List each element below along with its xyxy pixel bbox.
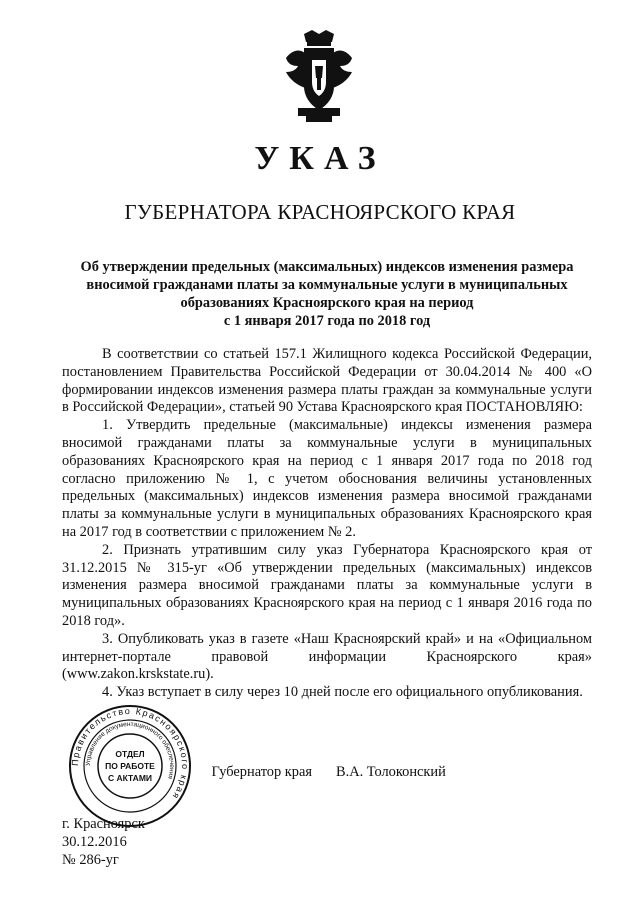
place-of-signing: г. Красноярск [62, 816, 145, 832]
item-paragraph: 1. Утвердить предельные (максимальные) индексы изменения размера вносимой гражданами платы за коммунальные услуги в муниципальных образованиях Красноярского края на период с 1 января 2017 года по 2018 год согласно приложению № 1, с учетом обоснования величины установленных предельных (максимальных) индексов изменения размера вносимой гражданами платы за коммунальные услуги в муниципальных образованиях Красноярского края на 2017 год в соответствии с приложением № 2. [62, 417, 592, 540]
decree-heading [62, 258, 592, 330]
heading-line: вносимой гражданами платы за коммунальные услуги в муниципальных [86, 277, 568, 293]
item-paragraph: 2. Признать утратившим силу указ Губернатора Красноярского края от 31.12.2015 № 315-уг «Об утверждении предельных (максимальных) индексов изменения размера вносимой гражданами платы за коммунальные услуги в муниципальных образованиях Красноярского края на период с 1 января 2016 года по 2018 год». [62, 541, 592, 629]
heading-line: с 1 января 2017 года по 2018 год [223, 313, 431, 329]
stamp-seal [68, 704, 192, 828]
coat-of-arms-icon [282, 28, 356, 124]
stamp-line: ПО РАБОТЕ [105, 761, 155, 771]
document-subtitle: ГУБЕРНАТОРА КРАСНОЯРСКОГО КРАЯ [124, 200, 516, 224]
preamble-paragraph: В соответствии со статьей 157.1 Жилищного кодекса Российской Федерации, постановлением Правительства Российской Федерации от 30.04.2014 № 400 «О формировании индексов изменения размера платы граждан за коммунальные услуги в Российской Федерации», статьей 90 Устава Красноярского края ПОСТАНОВЛЯЮ: [62, 346, 592, 416]
stamp-line: ОТДЕЛ [115, 749, 145, 759]
document-title: УКАЗ [254, 140, 386, 177]
signatory-title: Губернатор края [211, 764, 312, 780]
stamp-line: С АКТАМИ [107, 773, 153, 783]
stamp-ring-outer: Правительство Красноярского края [69, 705, 191, 802]
signatory-name: В.А. Толоконский [336, 764, 446, 780]
signing-date: 30.12.2016 [62, 834, 127, 850]
stamp-ring-inner: Управление документационного обеспечения [84, 720, 176, 780]
item-paragraph: 3. Опубликовать указ в газете «Наш Красноярский край» и на «Официальном интернет-портале правовой информации Красноярского края» (www.zakon.krskstate.ru). [62, 630, 592, 683]
heading-line: образованиях Красноярского края на период [180, 295, 474, 311]
decree-body [62, 346, 592, 702]
heading-line: Об утверждении предельных (максимальных) индексов изменения размера [80, 259, 574, 275]
item-paragraph: 4. Указ вступает в силу через 10 дней после его официального опубликования. [102, 684, 583, 701]
decree-number: № 286-уг [62, 852, 119, 868]
